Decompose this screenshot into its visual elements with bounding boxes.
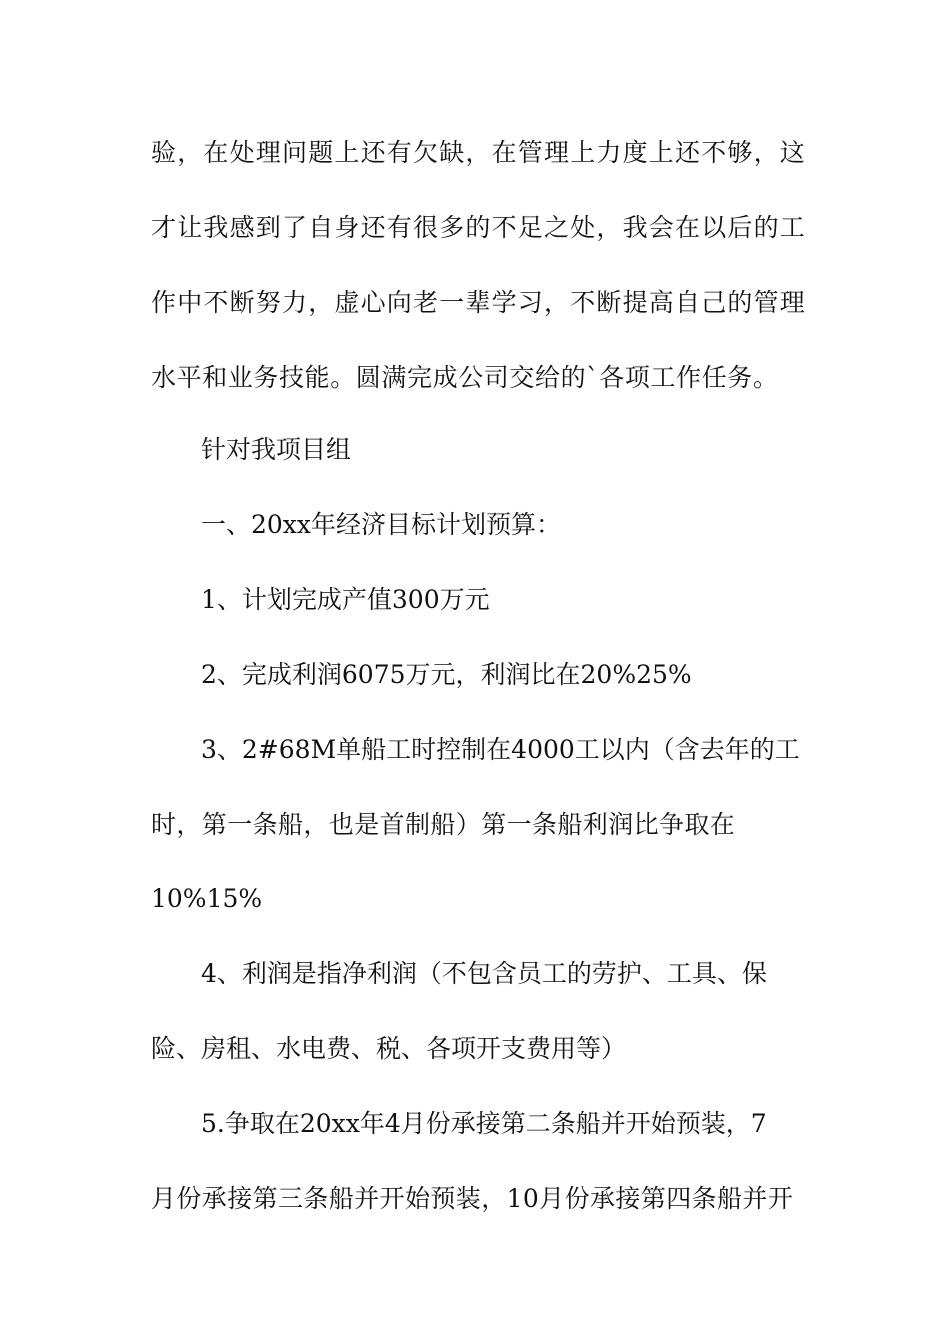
list-item-continuation: 月份承接第三条船并开始预装，10月份承接第四条船并开 [151, 1184, 794, 1213]
paragraph-line: 验，在处理问题上还有欠缺，在管理上力度上还不够，这 [151, 138, 807, 167]
paragraph-line: 水平和业务技能。圆满完成公司交给的`各项工作任务。 [151, 363, 779, 392]
section-heading: 一、20xx年经济目标计划预算： [201, 510, 562, 539]
list-item-continuation: 险、房租、水电费、税、各项开支费用等） [151, 1034, 627, 1063]
list-item: 3、2#68M单船工时控制在4000工以内（含去年的工 [201, 735, 800, 764]
list-item: 5.争取在20xx年4月份承接第二条船并开始预装，7 [201, 1109, 767, 1138]
list-item-continuation: 时，第一条船，也是首制船）第一条船利润比争取在 [151, 810, 736, 839]
section-heading: 针对我项目组 [201, 435, 352, 464]
list-item: 1、计划完成产值300万元 [201, 585, 490, 614]
list-item-continuation: 10%15% [151, 884, 263, 913]
list-item: 4、利润是指净利润（不包含员工的劳护、工具、保 [201, 959, 767, 988]
list-item: 2、完成利润6075万元，利润比在20%25% [201, 660, 692, 689]
paragraph-line: 才让我感到了自身还有很多的不足之处，我会在以后的工 [151, 213, 807, 242]
paragraph-line: 作中不断努力，虚心向老一辈学习，不断提高自己的管理 [151, 288, 807, 317]
